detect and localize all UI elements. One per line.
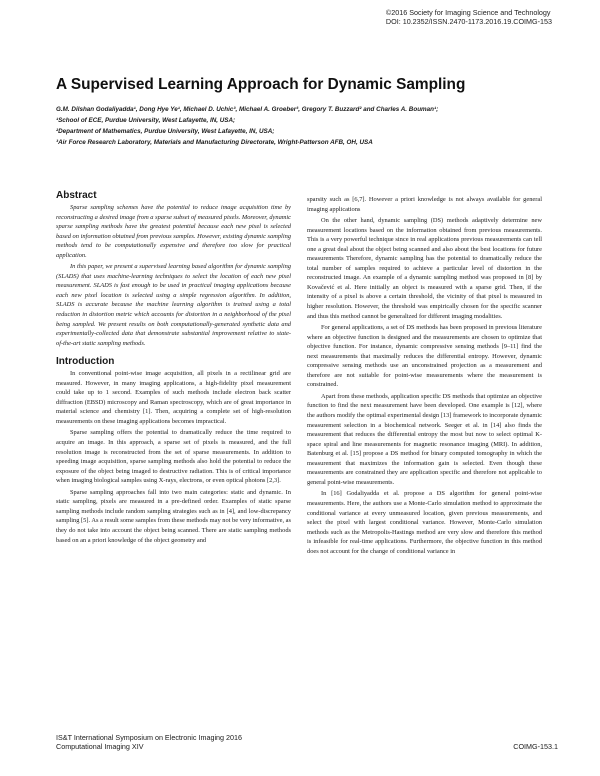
- body-paragraph: sparsity such as [6,7]. However a priori knowledge is not always available for general imaging applications: [307, 196, 542, 213]
- footer-conference: [56, 733, 242, 751]
- body-paragraph: Apart from these methods, application specific DS methods that optimize an objective function to find the next measurement have been developed. One example is [12], where the authors modify the optimal experimental design [13] framework to incorporate dynamic measurement selection in a biochemical network. Seeger et al. in [14] also finds the measurement that reduces the differential entropy the most but now to select optimal K-space spiral and line measurements for magnetic resonance imaging (MRI). In addition, Batenburg et al. [15] propose a DS method for binary computed tomography in which the measurement that maximizes the information gain is selected. Even though these measurements are constrained they are application specific and therefore not applicable to general point-wise measurements.: [307, 392, 542, 486]
- doi-line: DOI: 10.2352/ISSN.2470-1173.2016.19.COIMG-153: [385, 17, 552, 26]
- body-paragraph: On the other hand, dynamic sampling (DS) methods adaptively determine new measurement locations based on the information obtained from previous measurements. This is a very powerful technique since in real applications previous measurements can tell one a great deal about the object being scanned and also about the best locations for future measurements Therefore, dynamic sampling has the potential to dramatically reduce the total number of samples required to achieve a particular level of distortion in the reconstructed image. An example of a dynamic sampling method was proposed in [8] by Kovačević et al. Here initially an object is measured with a sparse grid. Then, if the intensity of a pixel is above a certain threshold, the vicinity of that pixel is measured in higher resolution. However, the threshold was empirically chosen for the specific scanner and thus this method cannot be generalized for different imaging modalities.: [307, 217, 542, 320]
- paper-title: A Supervised Learning Approach for Dynamic Sampling: [56, 76, 466, 93]
- copyright-block: [386, 8, 552, 26]
- affiliation-3: ³Air Force Research Laboratory, Materials and Manufacturing Directorate, Wright-Patterson AFB, OH, USA: [56, 139, 373, 146]
- body-paragraph: In conventional point-wise image acquisition, all pixels in a rectilinear grid are measured. However, in many imaging applications, a high-fidelity pixel measurement could take up to 1 second. Examples of such methods include electron back scatter diffraction (EBSD) microscopy and Raman spectroscopy, which are of great importance in material science and chemistry [1]. Then, acquiring a complete set of high-resolution measurements on these imaging applications becomes impractical.: [56, 370, 291, 425]
- left-column: [56, 190, 291, 545]
- author-block: [56, 104, 566, 148]
- introduction-heading: Introduction: [56, 356, 115, 368]
- footer-line: Computational Imaging XIV: [56, 742, 144, 751]
- body-paragraph: Sparse sampling approaches fall into two main categories: static and dynamic. In static sampling, pixels are measured in a pre-defined order. Examples of static sparse sampling methods include random sampling strategies such as in [4], and low-discrepancy sampling [5]. As a result some samples from these methods may not be very informative, as they do not take into account the object being scanned. There are static sampling methods based on an a priori knowledge of the object geometry and: [56, 488, 291, 544]
- copyright-line: ©2016 Society for Imaging Science and Technology: [385, 8, 551, 17]
- abstract-paragraph: Sparse sampling schemes have the potential to reduce image acquisition time by reconstructing a desired image from a sparse subset of measured pixels. Moreover, dynamic sparse sampling methods have the greatest potential because each new pixel is selected based on information obtained from previous samples. However, existing dynamic sampling methods tend to be computationally expensive and therefore too slow for practical application.: [56, 204, 291, 259]
- body-paragraph: For general applications, a set of DS methods has been proposed in previous literature where an objective function is designed and the measurements are chosen to optimize that objective function. For instance, dynamic compressive sensing methods [9–11] find the next measurements that maximally reduces the differential entropy. However, dynamic compressive sensing methods use an unconstrained projection as a measurement and therefore are not suitable for point-wise measurements where the measurement is constrained.: [307, 324, 542, 389]
- affiliation-2: ²Department of Mathematics, Purdue University, West Lafayette, IN, USA;: [56, 128, 275, 135]
- body-paragraph: In [16] Godaliyadda et al. propose a DS algorithm for general point-wise measurements. Here, the authors use a Monte-Carlo simulation method to approximate the conditional variance at every unmeasured location, given previous measurements, and select the pixel with largest conditional variance. However, Monte-Carlo simulation methods such as the Metropolis-Hastings method are very slow and therefore this method is infeasible for real-time applications. Furthermore, the objective function in this method does not account for the change of conditional variance in: [307, 490, 542, 555]
- author-names: G.M. Dilshan Godaliyadda¹, Dong Hye Ye¹, Michael D. Uchic³, Michael A. Groeber³, Gregory T. Buzzard² and Charles A. Bouman¹;: [56, 106, 439, 113]
- footer-line: IS&T International Symposium on Electronic Imaging 2016: [56, 733, 243, 742]
- page-id: COIMG-153.1: [513, 742, 558, 751]
- abstract-heading: Abstract: [56, 190, 97, 201]
- body-paragraph: Sparse sampling offers the potential to dramatically reduce the time required to acquire an image. In this approach, a sparse set of pixels is measured, and the full resolution image is reconstructed from the set of sparse measurements. In addition to speeding image acquisition, sparse sampling methods also hold the potential to reduce the exposure of the object being imaged to destructive radiation. This is of critical importance when imaging biological samples using X-rays, electrons, or even optical photons [2,3].: [56, 429, 291, 485]
- affiliation-1: ¹School of ECE, Purdue University, West Lafayette, IN, USA;: [56, 117, 236, 124]
- abstract-paragraph: In this paper, we present a supervised learning based algorithm for dynamic sampling (SLADS) that uses machine-learning techniques to select the location of each new pixel measurement. SLADS is fast enough to be used in practical imaging applications because each new pixel location is selected using a simple regression algorithm. In addition, SLADS is accurate because the machine learning algorithm is trained using a total reduction in distortion metric which accounts for distortion in a neighborhood of the pixel being sampled. We present results on both computationally-generated synthetic data and experimentally-collected data that demonstrate substantial improvement relative to state-of-the-art static sampling methods.: [56, 263, 291, 347]
- right-column: [307, 195, 542, 556]
